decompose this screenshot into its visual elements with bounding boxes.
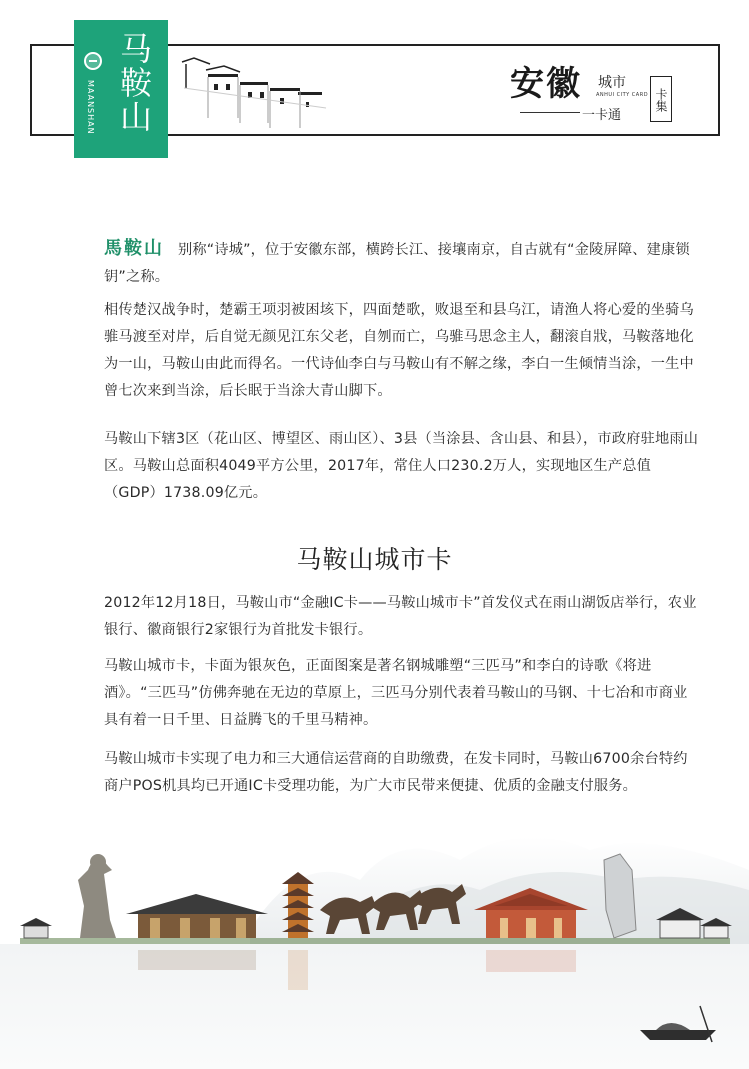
card-services-paragraph xyxy=(104,746,700,800)
header-frame-top xyxy=(168,44,720,46)
legend-text: 相传楚汉战争时，楚霸王项羽被困垓下，四面楚歌，败退至和县乌江，请渔人将心爱的坐骑乌骓马渡至对岸，后自觉无颜见江东父老，自刎而亡，乌骓马思念主人，翻滚自戕，马鞍落地化为一山，马鞍山由此而得名。一代诗仙李白与马鞍山有不解之缘，李白一生倾情当涂，一生中曾七次来到当涂，后长眠于当涂大青山脚下。 xyxy=(104,302,694,399)
stats-paragraph xyxy=(104,426,700,507)
card-launch-paragraph xyxy=(104,590,700,644)
header-frame-right xyxy=(718,44,720,136)
section-title: 马鞍山城市卡 xyxy=(296,545,453,574)
card-brand-divider xyxy=(520,112,580,113)
intro-paragraph xyxy=(104,235,700,291)
legend-paragraph xyxy=(104,297,700,405)
card-design-paragraph xyxy=(104,653,700,734)
card-launch-text: 2012年12月18日，马鞍山市“金融IC卡——马鞍山城市卡”首发仪式在雨山湖饭店举行，农业银行、徽商银行2家银行为首批发卡银行。 xyxy=(104,595,697,638)
card-design-text: 马鞍山城市卡，卡面为银灰色，正面图案是著名钢城雕塑“三匹马”和李白的诗歌《将进酒》。“三匹马”仿佛奔驰在无边的草原上，三匹马分别代表着马鞍山的马钢、十七冶和市商业具有着一日千里、日益腾飞的千里马精神。 xyxy=(104,658,688,728)
card-brand-city-label: 城市 xyxy=(598,75,626,91)
card-services-text: 马鞍山城市卡实现了电力和三大通信运营商的自助缴费，在发卡同时，马鞍山6700余台特约商户POS机具均已开通IC卡受理功能，为广大市民带来便捷、优质的金融支付服务。 xyxy=(104,751,688,794)
card-brand-card-label: 一卡通 xyxy=(582,108,622,123)
intro-brand-name: 馬鞍山 xyxy=(104,238,164,259)
city-logo xyxy=(74,20,168,158)
stats-text: 马鞍山下辖3区（花山区、博望区、雨山区）、3县（当涂县、含山县、和县），市政府驻地雨山区。马鞍山总面积4049平方公里，2017年，常住人口230.2万人，实现地区生产总值（GDP）1738.09亿元。 xyxy=(104,431,699,501)
intro-text: 别称“诗城”，位于安徽东部，横跨长江、接壤南京，自古就有“金陵屏障、建康锁钥”之称。 xyxy=(104,242,690,285)
logo-city-name: 马鞍山 xyxy=(115,32,153,134)
card-brand-stamp: 卡集 xyxy=(650,76,672,122)
card-brand-province: 安徽 xyxy=(510,64,582,104)
logo-latin-name: MAANSHAN xyxy=(86,80,95,135)
card-brand-english: ANHUI CITY CARD xyxy=(596,92,649,98)
city-emblem-icon xyxy=(84,52,102,70)
header-frame-left xyxy=(30,44,74,136)
city-landmarks-illustration xyxy=(0,810,749,1069)
header-frame-bottom xyxy=(168,134,720,136)
hui-houses-illustration xyxy=(180,48,330,134)
